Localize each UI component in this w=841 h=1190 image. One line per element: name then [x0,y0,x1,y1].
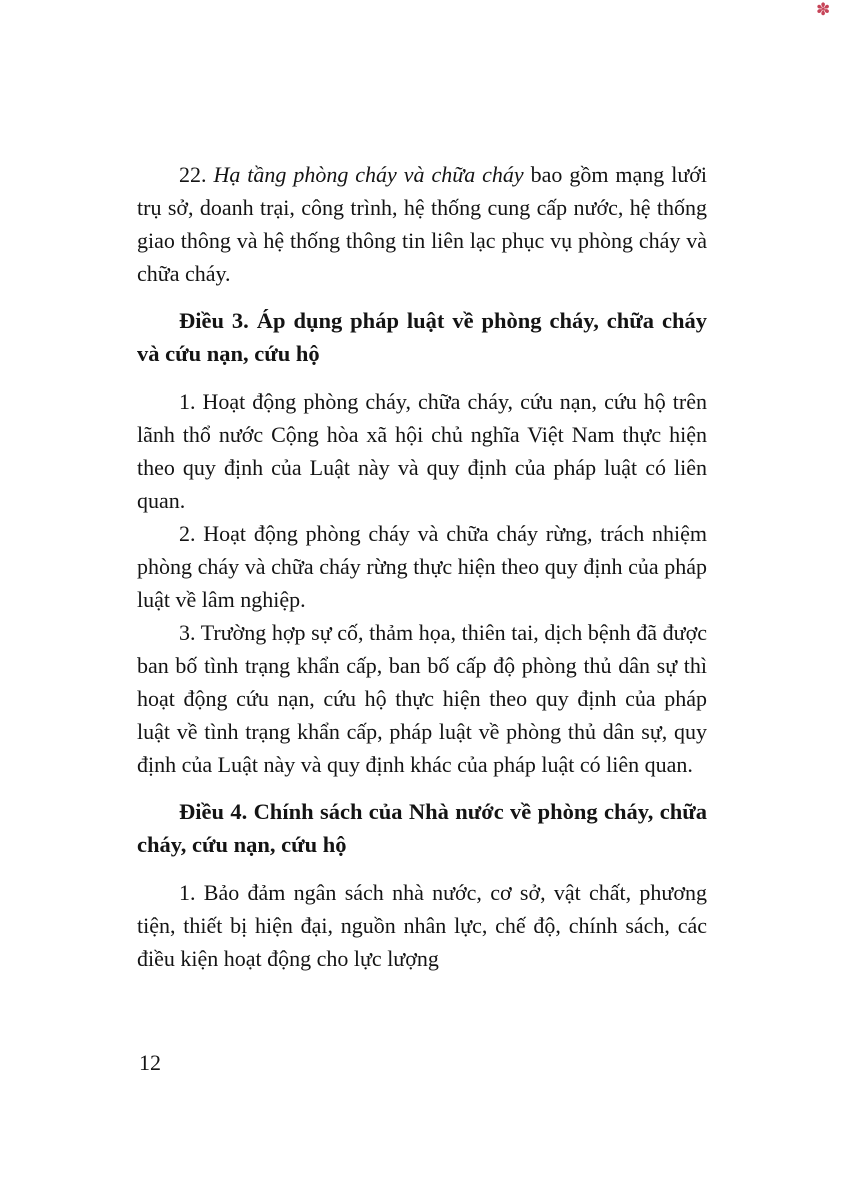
article-3-paragraph-1: 1. Hoạt động phòng cháy, chữa cháy, cứu nạn, cứu hộ trên lãnh thổ nước Cộng hòa xã hội chủ nghĩa Việt Nam thực hiện theo quy định của Luật này và quy định của pháp luật có liên quan. [137,389,707,513]
flower-ornament-icon: ✽ [816,0,831,20]
article-3-heading: Điều 3. Áp dụng pháp luật về phòng cháy, chữa cháy và cứu nạn, cứu hộ [137,308,707,366]
article-3-paragraph-3: 3. Trường hợp sự cố, thảm họa, thiên tai, dịch bệnh đã được ban bố tình trạng khẩn cấp, ban bố cấp độ phòng thủ dân sự thì hoạt động cứu nạn, cứu hộ thực hiện theo quy định của pháp luật về tình trạng khẩn cấp, pháp luật về phòng thủ dân sự, quy định của Luật này và quy định khác của pháp luật có liên quan. [137,620,707,777]
clause-22-definition: bao gồm mạng lưới trụ sở, doanh trại, công trình, hệ thống cung cấp nước, hệ thống giao thông và hệ thống thông tin liên lạc phục vụ phòng cháy và chữa cháy. [137,162,708,286]
page-number: 12 [139,1050,161,1075]
article-4-heading: Điều 4. Chính sách của Nhà nước về phòng cháy, chữa cháy, cứu nạn, cứu hộ [137,799,707,857]
clause-22-paragraph [137,158,707,290]
clause-22-term: Hạ tầng phòng cháy và chữa cháy [213,162,524,187]
page-text-block [137,158,707,975]
article-4-paragraph-1: 1. Bảo đảm ngân sách nhà nước, cơ sở, vật chất, phương tiện, thiết bị hiện đại, nguồn nhân lực, chế độ, chính sách, các điều kiện hoạt động cho lực lượng [137,880,707,971]
article-3-paragraph-2: 2. Hoạt động phòng cháy và chữa cháy rừng, trách nhiệm phòng cháy và chữa cháy rừng thực hiện theo quy định của pháp luật về lâm nghiệp. [137,521,707,612]
clause-22-number: 22. [179,162,214,187]
